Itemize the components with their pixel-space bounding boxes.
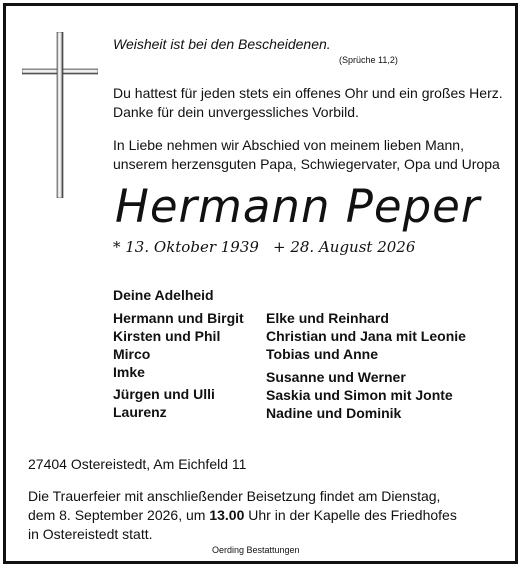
- family-group-left-1: [113, 309, 244, 381]
- funeral-line: in Ostereistedt statt.: [28, 526, 153, 542]
- family-group-right-1: [266, 309, 466, 363]
- signature-name: Kirsten und Phil: [113, 328, 221, 344]
- tribute-line: Du hattest für jeden stets ein offenes Ohr und ein großes Herz.: [113, 85, 503, 101]
- signature-name: Deine Adelheid: [113, 287, 214, 303]
- farewell-line: unserem herzensguten Papa, Schwiegervater, Opa und Uropa: [113, 156, 500, 172]
- funeral-location-text: Uhr in der Kapelle des Friedhofes: [244, 507, 457, 523]
- deceased-name: Hermann Peper: [115, 180, 481, 233]
- death-date: + 28. August 2026: [273, 238, 416, 256]
- funeral-line: [28, 506, 457, 525]
- motto-quote: Weisheit ist bei den Bescheidenen.: [113, 36, 331, 52]
- signature-name: Laurenz: [113, 404, 167, 420]
- signature-name: Christian und Jana mit Leonie: [266, 328, 466, 344]
- signature-name: Saskia und Simon mit Jonte: [266, 387, 453, 403]
- signature-name: Jürgen und Ulli: [113, 386, 215, 402]
- signature-name: Tobias und Anne: [266, 346, 378, 362]
- tribute-paragraph: [113, 84, 503, 122]
- family-address: 27404 Ostereistedt, Am Eichfeld 11: [28, 456, 247, 472]
- birth-date: * 13. Oktober 1939: [113, 238, 259, 256]
- signature-name: Elke und Reinhard: [266, 310, 389, 326]
- cross-icon: [22, 32, 98, 198]
- family-group-right-2: [266, 368, 453, 422]
- undertaker-name: Oerding Bestattungen: [212, 545, 300, 555]
- funeral-date-text: dem 8. September 2026, um: [28, 507, 210, 523]
- funeral-line: Die Trauerfeier mit anschließender Beisetzung findet am Dienstag,: [28, 488, 441, 504]
- farewell-paragraph: [113, 136, 500, 174]
- signature-name: Hermann und Birgit: [113, 310, 244, 326]
- family-group-left-2: [113, 385, 215, 421]
- signature-name: Susanne und Werner: [266, 369, 406, 385]
- signature-name: Nadine und Dominik: [266, 405, 402, 421]
- tribute-line: Danke für dein unvergessliches Vorbild.: [113, 104, 359, 120]
- funeral-time: 13.00: [209, 507, 245, 523]
- motto-reference: (Sprüche 11,2): [339, 55, 398, 65]
- signature-name: Mirco: [113, 346, 151, 362]
- funeral-info: [28, 487, 457, 544]
- signature-name: Imke: [113, 364, 145, 380]
- spouse-signature: [113, 286, 214, 304]
- farewell-line: In Liebe nehmen wir Abschied von meinem lieben Mann,: [113, 137, 464, 153]
